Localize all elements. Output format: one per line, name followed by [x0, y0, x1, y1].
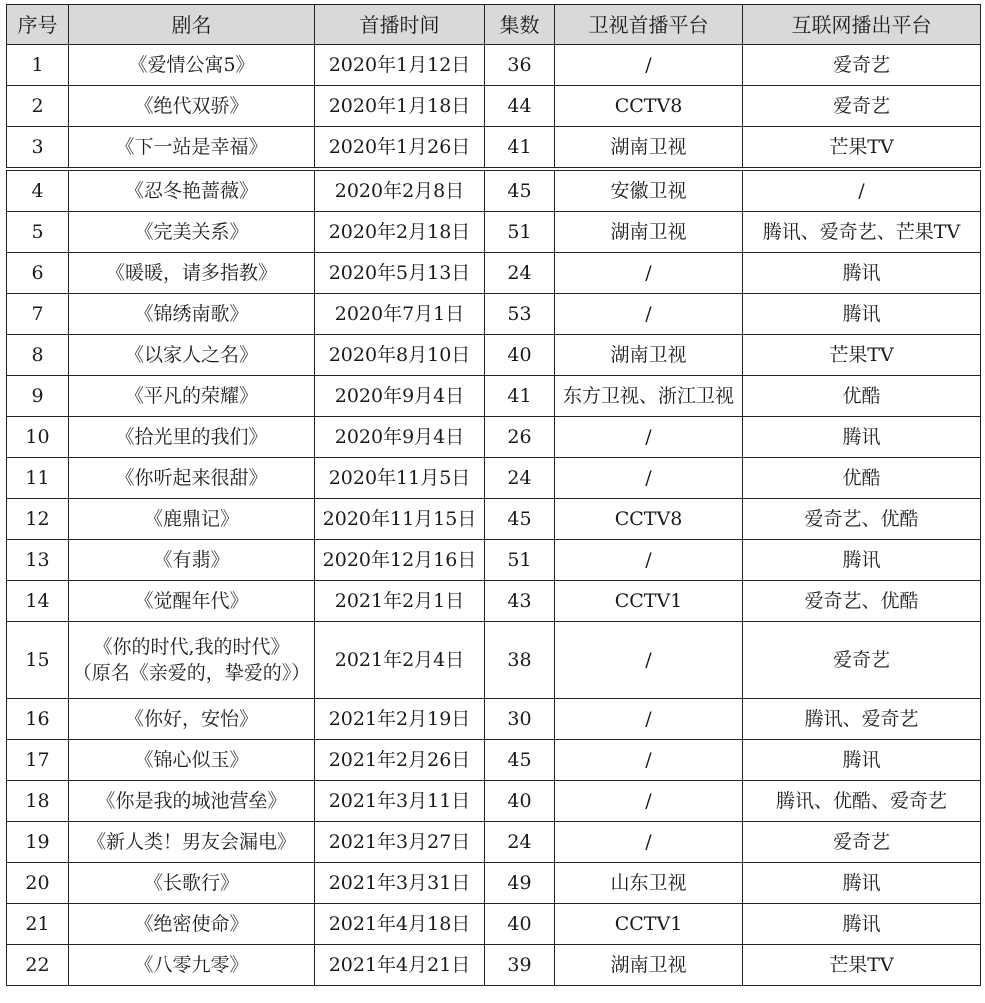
cell-title: 《你听起来很甜》 [69, 458, 315, 499]
cell-date: 2020年9月4日 [315, 376, 485, 417]
table-row [7, 699, 981, 740]
cell-no: 2 [7, 86, 69, 127]
cell-web-platform: 芒果TV [743, 127, 981, 170]
cell-no: 14 [7, 581, 69, 622]
cell-web-platform: 腾讯、爱奇艺、芒果TV [743, 212, 981, 253]
cell-tv-platform: / [555, 622, 743, 699]
cell-episodes: 41 [485, 127, 555, 170]
cell-date: 2020年11月15日 [315, 499, 485, 540]
cell-date: 2020年7月1日 [315, 294, 485, 335]
cell-web-platform: 芒果TV [743, 945, 981, 986]
cell-episodes: 44 [485, 86, 555, 127]
cell-episodes: 43 [485, 581, 555, 622]
cell-web-platform: 腾讯、爱奇艺 [743, 699, 981, 740]
cell-web-platform: / [743, 169, 981, 212]
cell-no: 7 [7, 294, 69, 335]
cell-tv-platform: / [555, 417, 743, 458]
table-row [7, 904, 981, 945]
cell-web-platform: 腾讯 [743, 417, 981, 458]
cell-episodes: 45 [485, 499, 555, 540]
table-row [7, 376, 981, 417]
table-body [7, 45, 981, 986]
cell-no: 4 [7, 169, 69, 212]
cell-no: 8 [7, 335, 69, 376]
cell-title-line2: （原名《亲爱的，挚爱的》） [72, 662, 311, 684]
cell-episodes: 24 [485, 458, 555, 499]
cell-date: 2020年1月26日 [315, 127, 485, 170]
cell-no: 5 [7, 212, 69, 253]
cell-title: 《新人类！男友会漏电》 [69, 822, 315, 863]
cell-no: 9 [7, 376, 69, 417]
cell-date: 2020年8月10日 [315, 335, 485, 376]
cell-title: 《暖暖，请多指教》 [69, 253, 315, 294]
cell-web-platform: 爱奇艺、优酷 [743, 581, 981, 622]
table-row [7, 740, 981, 781]
cell-date: 2020年12月16日 [315, 540, 485, 581]
cell-no: 1 [7, 45, 69, 86]
drama-table-container [6, 4, 980, 986]
table-row [7, 499, 981, 540]
cell-title: 《觉醒年代》 [69, 581, 315, 622]
cell-title: 《锦绣南歌》 [69, 294, 315, 335]
cell-title: 《八零九零》 [69, 945, 315, 986]
cell-no: 6 [7, 253, 69, 294]
cell-no: 17 [7, 740, 69, 781]
table-row [7, 212, 981, 253]
cell-date: 2020年11月5日 [315, 458, 485, 499]
header-title: 剧名 [69, 5, 315, 45]
table-row [7, 335, 981, 376]
table-row [7, 622, 981, 699]
cell-tv-platform: CCTV1 [555, 581, 743, 622]
table-row [7, 417, 981, 458]
table-row [7, 945, 981, 986]
table-row [7, 169, 981, 212]
table-row [7, 253, 981, 294]
cell-tv-platform: 湖南卫视 [555, 945, 743, 986]
cell-web-platform: 爱奇艺 [743, 822, 981, 863]
cell-episodes: 38 [485, 622, 555, 699]
cell-web-platform: 腾讯 [743, 540, 981, 581]
cell-tv-platform: / [555, 822, 743, 863]
cell-no: 15 [7, 622, 69, 699]
table-header-row [7, 5, 981, 45]
cell-episodes: 45 [485, 169, 555, 212]
header-no: 序号 [7, 5, 69, 45]
cell-web-platform: 爱奇艺 [743, 45, 981, 86]
cell-no: 16 [7, 699, 69, 740]
cell-web-platform: 优酷 [743, 376, 981, 417]
table-row [7, 781, 981, 822]
cell-title: 《完美关系》 [69, 212, 315, 253]
header-episodes: 集数 [485, 5, 555, 45]
cell-date: 2021年3月11日 [315, 781, 485, 822]
cell-date: 2020年9月4日 [315, 417, 485, 458]
cell-web-platform: 爱奇艺 [743, 622, 981, 699]
cell-title: 《你好，安怡》 [69, 699, 315, 740]
cell-no: 19 [7, 822, 69, 863]
cell-title: 《长歌行》 [69, 863, 315, 904]
cell-tv-platform: / [555, 781, 743, 822]
cell-date: 2020年1月18日 [315, 86, 485, 127]
cell-episodes: 40 [485, 335, 555, 376]
cell-web-platform: 腾讯 [743, 253, 981, 294]
cell-episodes: 24 [485, 253, 555, 294]
cell-date: 2020年2月8日 [315, 169, 485, 212]
cell-tv-platform: 东方卫视、浙江卫视 [555, 376, 743, 417]
cell-no: 21 [7, 904, 69, 945]
table-row [7, 822, 981, 863]
cell-title [69, 622, 315, 699]
drama-table [6, 4, 981, 986]
cell-no: 20 [7, 863, 69, 904]
cell-tv-platform: / [555, 540, 743, 581]
cell-web-platform: 爱奇艺、优酷 [743, 499, 981, 540]
cell-title: 《有翡》 [69, 540, 315, 581]
cell-tv-platform: CCTV8 [555, 499, 743, 540]
table-row [7, 45, 981, 86]
cell-tv-platform: / [555, 294, 743, 335]
cell-tv-platform: / [555, 45, 743, 86]
cell-no: 10 [7, 417, 69, 458]
cell-title: 《绝密使命》 [69, 904, 315, 945]
cell-episodes: 49 [485, 863, 555, 904]
cell-episodes: 40 [485, 781, 555, 822]
cell-episodes: 40 [485, 904, 555, 945]
cell-title: 《平凡的荣耀》 [69, 376, 315, 417]
table-row [7, 127, 981, 170]
cell-date: 2021年3月27日 [315, 822, 485, 863]
table-row [7, 581, 981, 622]
cell-title: 《爱情公寓5》 [69, 45, 315, 86]
cell-date: 2020年1月12日 [315, 45, 485, 86]
header-tv-platform: 卫视首播平台 [555, 5, 743, 45]
cell-no: 13 [7, 540, 69, 581]
cell-title: 《忍冬艳蔷薇》 [69, 169, 315, 212]
cell-no: 12 [7, 499, 69, 540]
cell-web-platform: 爱奇艺 [743, 86, 981, 127]
cell-web-platform: 腾讯 [743, 740, 981, 781]
cell-tv-platform: / [555, 740, 743, 781]
cell-title: 《拾光里的我们》 [69, 417, 315, 458]
table-row [7, 540, 981, 581]
cell-tv-platform: 湖南卫视 [555, 127, 743, 170]
cell-date: 2020年5月13日 [315, 253, 485, 294]
cell-no: 18 [7, 781, 69, 822]
cell-no: 11 [7, 458, 69, 499]
cell-date: 2021年2月1日 [315, 581, 485, 622]
cell-episodes: 51 [485, 212, 555, 253]
cell-tv-platform: 山东卫视 [555, 863, 743, 904]
cell-no: 3 [7, 127, 69, 170]
cell-title: 《绝代双骄》 [69, 86, 315, 127]
cell-tv-platform: CCTV8 [555, 86, 743, 127]
cell-date: 2020年2月18日 [315, 212, 485, 253]
table-row [7, 863, 981, 904]
cell-tv-platform: / [555, 253, 743, 294]
cell-web-platform: 芒果TV [743, 335, 981, 376]
cell-episodes: 26 [485, 417, 555, 458]
cell-episodes: 45 [485, 740, 555, 781]
table-row [7, 294, 981, 335]
cell-date: 2021年4月18日 [315, 904, 485, 945]
cell-tv-platform: CCTV1 [555, 904, 743, 945]
cell-tv-platform: / [555, 458, 743, 499]
cell-episodes: 53 [485, 294, 555, 335]
cell-web-platform: 腾讯 [743, 904, 981, 945]
cell-episodes: 36 [485, 45, 555, 86]
table-row [7, 458, 981, 499]
cell-title: 《锦心似玉》 [69, 740, 315, 781]
cell-tv-platform: 安徽卫视 [555, 169, 743, 212]
cell-web-platform: 腾讯 [743, 863, 981, 904]
cell-date: 2021年2月4日 [315, 622, 485, 699]
cell-title: 《以家人之名》 [69, 335, 315, 376]
cell-web-platform: 腾讯、优酷、爱奇艺 [743, 781, 981, 822]
cell-episodes: 24 [485, 822, 555, 863]
cell-title: 《你是我的城池营垒》 [69, 781, 315, 822]
table-row [7, 86, 981, 127]
header-date: 首播时间 [315, 5, 485, 45]
cell-tv-platform: 湖南卫视 [555, 212, 743, 253]
cell-episodes: 51 [485, 540, 555, 581]
cell-no: 22 [7, 945, 69, 986]
cell-web-platform: 优酷 [743, 458, 981, 499]
cell-episodes: 39 [485, 945, 555, 986]
cell-date: 2021年2月19日 [315, 699, 485, 740]
cell-tv-platform: / [555, 699, 743, 740]
cell-title: 《下一站是幸福》 [69, 127, 315, 170]
cell-episodes: 41 [485, 376, 555, 417]
cell-episodes: 30 [485, 699, 555, 740]
cell-web-platform: 腾讯 [743, 294, 981, 335]
cell-tv-platform: 湖南卫视 [555, 335, 743, 376]
header-web-platform: 互联网播出平台 [743, 5, 981, 45]
cell-date: 2021年3月31日 [315, 863, 485, 904]
cell-title-line1: 《你的时代,我的时代》 [93, 636, 290, 658]
cell-title: 《鹿鼎记》 [69, 499, 315, 540]
cell-date: 2021年4月21日 [315, 945, 485, 986]
cell-date: 2021年2月26日 [315, 740, 485, 781]
